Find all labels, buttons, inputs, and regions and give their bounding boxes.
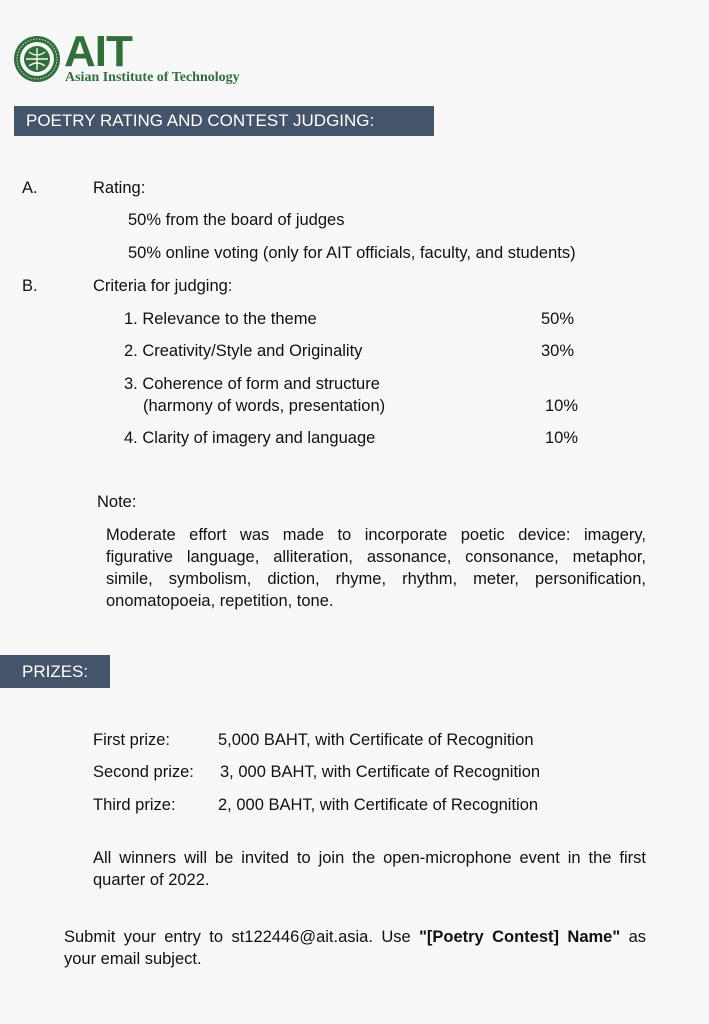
prizes-section-banner: PRIZES: [0, 655, 110, 688]
rating-section-banner: POETRY RATING AND CONTEST JUDGING: [14, 106, 434, 136]
criterion-weight: 10% [545, 397, 579, 415]
criterion-label: 3. Coherence of form and structure [124, 375, 380, 393]
prize-label: Second prize: [93, 763, 194, 781]
prize-label: Third prize: [93, 796, 176, 814]
winners-note: All winners will be invited to join the open-microphone event in the first quarter of 2022. [93, 849, 646, 889]
criterion-label-detail: (harmony of words, presentation) [143, 397, 386, 415]
logo-wordmark: AIT [64, 27, 132, 76]
logo-subtitle: Asian Institute of Technology [65, 70, 240, 85]
prize-label: First prize: [93, 731, 171, 749]
prize-amount: 5,000 BAHT, with Certificate of Recognition [218, 731, 534, 749]
rating-item: 50% from the board of judges [128, 211, 345, 229]
submit-text-after: as your email subject. [64, 928, 647, 968]
note-title: Note: [97, 493, 137, 511]
prize-amount: 3, 000 BAHT, with Certificate of Recognition [220, 763, 541, 781]
ait-seal-icon [12, 34, 62, 84]
email-subject-format: "[Poetry Contest] Name" [419, 928, 621, 946]
section-a-title: Rating: [93, 179, 146, 197]
criterion-weight: 50% [541, 310, 575, 328]
criterion-weight: 30% [541, 342, 575, 360]
criterion-weight: 10% [545, 429, 579, 447]
submit-text-before: Submit your entry to st122446@ait.asia. Use [64, 928, 420, 946]
ait-logo [12, 27, 272, 90]
note-body: Moderate effort was made to incorporate poetic device: imagery, figurative language, alliteration, assonance, consonance, metaphor, simile, symbolism, diction, rhyme, rhythm, meter, personification, onomatopoeia, repetition, tone. [106, 526, 646, 610]
rating-item: 50% online voting (only for AIT officials, faculty, and students) [128, 244, 576, 262]
criterion-label: 1. Relevance to the theme [124, 310, 317, 328]
section-b-marker: B. [22, 277, 38, 295]
criterion-label: 4. Clarity of imagery and language [124, 429, 376, 447]
section-b-title: Criteria for judging: [93, 277, 233, 295]
section-a-marker: A. [22, 179, 38, 197]
prize-amount: 2, 000 BAHT, with Certificate of Recognition [218, 796, 539, 814]
criterion-label: 2. Creativity/Style and Originality [124, 342, 363, 360]
submit-instructions [64, 926, 646, 970]
